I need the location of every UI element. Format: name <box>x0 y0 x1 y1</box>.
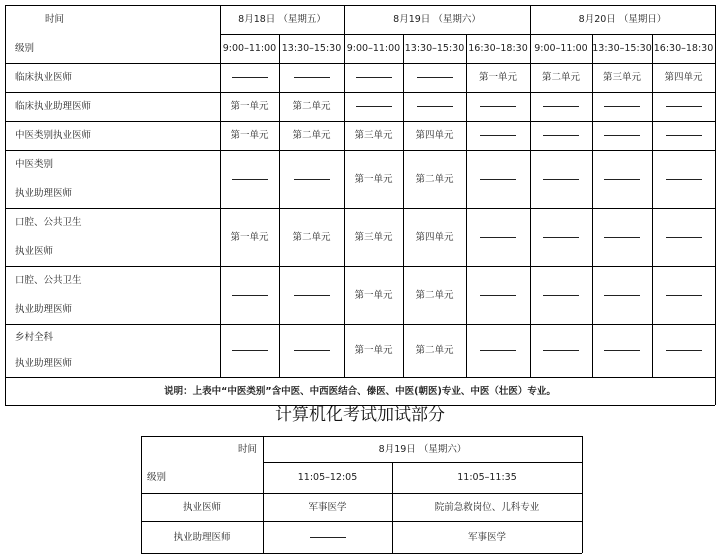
cell-value: 第一单元 <box>230 130 269 141</box>
table-row-label <box>5 63 220 92</box>
table-cell <box>279 63 344 92</box>
table-cell <box>530 121 592 150</box>
table-cell <box>652 92 715 121</box>
cell-value: 第一单元 <box>354 289 393 301</box>
cell-value: 第一单元 <box>478 72 517 83</box>
table-row-label <box>5 150 220 208</box>
header-time-text: 时间 <box>45 14 65 25</box>
table-row-label <box>141 493 263 521</box>
time-slot-header <box>652 34 715 63</box>
time-slot-header <box>392 462 582 493</box>
table-cell <box>344 324 403 377</box>
table-cell <box>403 266 466 324</box>
table-row-label <box>5 266 220 324</box>
day-header <box>263 436 582 462</box>
cell-value: 第三单元 <box>354 231 393 243</box>
table-note-text: 说明：上表中“中医类别”含中医、中西医结合、傣医、中医(朝医)专业、中医（壮医）专业。 <box>164 385 556 397</box>
table-rule <box>592 34 593 377</box>
table-cell <box>279 208 344 266</box>
time-slot-header <box>263 462 392 493</box>
table-cell <box>530 266 592 324</box>
cell-value: 军事医学 <box>308 501 347 513</box>
table-cell <box>344 208 403 266</box>
row-label-text: 执业助理医师 <box>15 304 73 315</box>
table-cell <box>344 92 403 121</box>
header-time-label <box>5 5 220 34</box>
time-slot-text: 13:30–15:30 <box>404 43 465 54</box>
table-rule <box>652 34 653 377</box>
cell-value: 第一单元 <box>230 231 269 243</box>
table-cell <box>592 92 652 121</box>
row-label-text: 中医类别 <box>15 159 54 170</box>
table-rule <box>141 493 582 494</box>
time-slot-text: 9:00–11:00 <box>346 43 401 54</box>
table-cell <box>220 150 279 208</box>
cell-value: 第二单元 <box>541 72 580 83</box>
cell-value: 第三单元 <box>354 130 393 141</box>
table-cell <box>466 92 530 121</box>
table-cell <box>279 266 344 324</box>
time-slot-text: 16:30–18:30 <box>468 43 528 54</box>
table-cell <box>344 121 403 150</box>
table-cell <box>466 266 530 324</box>
table-cell <box>220 121 279 150</box>
time-slot-header <box>279 34 344 63</box>
cell-value: 第四单元 <box>664 72 703 83</box>
table-cell <box>652 150 715 208</box>
day-header-text: 8月19日 （星期六） <box>378 443 467 455</box>
cell-value: 第四单元 <box>415 130 454 141</box>
table-cell <box>466 324 530 377</box>
row-label-text: 执业助理医师 <box>173 531 231 543</box>
time-slot-text: 11:05–12:05 <box>297 472 358 483</box>
table-cell <box>263 493 392 521</box>
table-rule <box>5 266 715 267</box>
time-slot-header <box>220 34 279 63</box>
table-rule <box>530 5 531 377</box>
table-rule <box>5 208 715 209</box>
header-time-text: 时间 <box>237 443 257 455</box>
time-slot-text: 13:30–15:30 <box>592 43 652 54</box>
table-cell <box>652 121 715 150</box>
time-slot-header <box>344 34 403 63</box>
table-cell <box>279 121 344 150</box>
table-cell <box>403 324 466 377</box>
time-slot-text: 9:00–11:00 <box>534 43 588 54</box>
table-cell <box>403 63 466 92</box>
table-cell <box>592 121 652 150</box>
table-row-label <box>5 121 220 150</box>
table-cell <box>652 266 715 324</box>
row-label-text: 执业助理医师 <box>15 358 73 370</box>
table-cell <box>592 63 652 92</box>
header-time-label <box>141 436 263 462</box>
table-rule <box>141 436 582 437</box>
table-cell <box>530 63 592 92</box>
table-rule <box>141 521 582 522</box>
table-rule <box>5 92 715 93</box>
cell-value: 第二单元 <box>415 173 454 185</box>
table-rule <box>220 5 221 377</box>
table-cell <box>403 121 466 150</box>
table-cell <box>279 92 344 121</box>
table-cell <box>220 324 279 377</box>
table-cell <box>220 266 279 324</box>
table-row-label <box>5 324 220 377</box>
day-header-text: 8月20日 （星期日） <box>578 14 667 25</box>
table-cell <box>263 521 392 553</box>
table-rule <box>141 553 582 554</box>
table-cell <box>392 493 582 521</box>
cell-value: 第二单元 <box>415 345 454 356</box>
cell-value: 第二单元 <box>292 130 331 141</box>
table-cell <box>466 121 530 150</box>
table-cell <box>344 63 403 92</box>
table-cell <box>220 92 279 121</box>
time-slot-text: 11:05–11:35 <box>457 472 517 483</box>
cell-value: 第二单元 <box>292 231 331 243</box>
table-cell <box>279 324 344 377</box>
table-cell <box>392 521 582 553</box>
cell-value: 第二单元 <box>415 289 454 301</box>
table-cell <box>344 150 403 208</box>
cell-value: 军事医学 <box>467 531 506 543</box>
row-label-text: 乡村全科 <box>15 331 54 343</box>
table-rule <box>5 5 715 6</box>
table-rule <box>392 462 393 553</box>
table-cell <box>592 150 652 208</box>
table-cell <box>592 266 652 324</box>
table-cell <box>652 208 715 266</box>
row-label-text: 执业医师 <box>182 501 221 513</box>
table-cell <box>652 324 715 377</box>
row-label-text: 执业医师 <box>15 246 54 257</box>
table-cell <box>403 150 466 208</box>
table-row-label <box>5 92 220 121</box>
header-level-text: 级别 <box>15 43 35 54</box>
table-rule <box>141 436 142 553</box>
table-row-label <box>5 208 220 266</box>
row-label-text: 执业助理医师 <box>15 188 73 199</box>
table-cell <box>592 208 652 266</box>
table-rule <box>582 436 583 553</box>
table-rule <box>5 5 6 405</box>
day-header-text: 8月18日 （星期五） <box>238 14 326 25</box>
header-level-text: 级别 <box>147 472 167 483</box>
table-cell <box>530 150 592 208</box>
table-cell <box>466 150 530 208</box>
cell-value: 第二单元 <box>292 101 331 112</box>
day-header <box>220 5 344 34</box>
header-level-label <box>5 34 220 63</box>
table-cell <box>466 208 530 266</box>
table-rule <box>5 377 715 378</box>
day-header <box>344 5 530 34</box>
table-cell <box>403 208 466 266</box>
table-rule <box>263 462 582 463</box>
table-cell <box>466 63 530 92</box>
row-label-text: 临床执业医师 <box>15 72 73 83</box>
time-slot-text: 13:30–15:30 <box>281 43 342 54</box>
table-rule <box>5 121 715 122</box>
table-cell <box>530 92 592 121</box>
day-header <box>530 5 715 34</box>
cell-value: 第三单元 <box>602 72 641 83</box>
time-slot-header <box>403 34 466 63</box>
table-cell <box>592 324 652 377</box>
row-label-text: 中医类别执业医师 <box>15 130 92 141</box>
time-slot-header <box>466 34 530 63</box>
table-cell <box>220 63 279 92</box>
row-label-text: 临床执业助理医师 <box>15 101 92 112</box>
row-label-text: 口腔、公共卫生 <box>15 275 82 286</box>
time-slot-header <box>592 34 652 63</box>
cell-value: 第一单元 <box>230 101 269 112</box>
table-rule <box>263 436 264 553</box>
table-rule <box>715 5 716 405</box>
time-slot-text: 16:30–18:30 <box>653 43 714 54</box>
cell-value: 第一单元 <box>354 173 393 185</box>
row-label-text: 口腔、公共卫生 <box>15 217 82 228</box>
table-rule <box>279 34 280 377</box>
table-rule <box>344 5 345 377</box>
header-level-label <box>141 462 263 493</box>
time-slot-header <box>530 34 592 63</box>
table-rule <box>5 63 715 64</box>
cell-value: 院前急救岗位、儿科专业 <box>434 501 540 513</box>
table-cell <box>530 208 592 266</box>
cell-value: 第四单元 <box>415 231 454 243</box>
time-slot-text: 9:00–11:00 <box>222 43 277 54</box>
section-title: 计算机化考试加试部分 <box>275 405 445 425</box>
table-cell <box>220 208 279 266</box>
table-rule <box>5 150 715 151</box>
table-row-label <box>141 521 263 553</box>
table-cell <box>279 150 344 208</box>
table-rule <box>220 34 715 35</box>
table-cell <box>652 63 715 92</box>
table-rule <box>466 34 467 377</box>
table-rule <box>403 34 404 377</box>
day-header-text: 8月19日 （星期六） <box>393 14 481 25</box>
table-cell <box>344 266 403 324</box>
table-cell <box>403 92 466 121</box>
cell-value: 第一单元 <box>354 345 393 356</box>
table-cell <box>530 324 592 377</box>
table-rule <box>5 324 715 325</box>
